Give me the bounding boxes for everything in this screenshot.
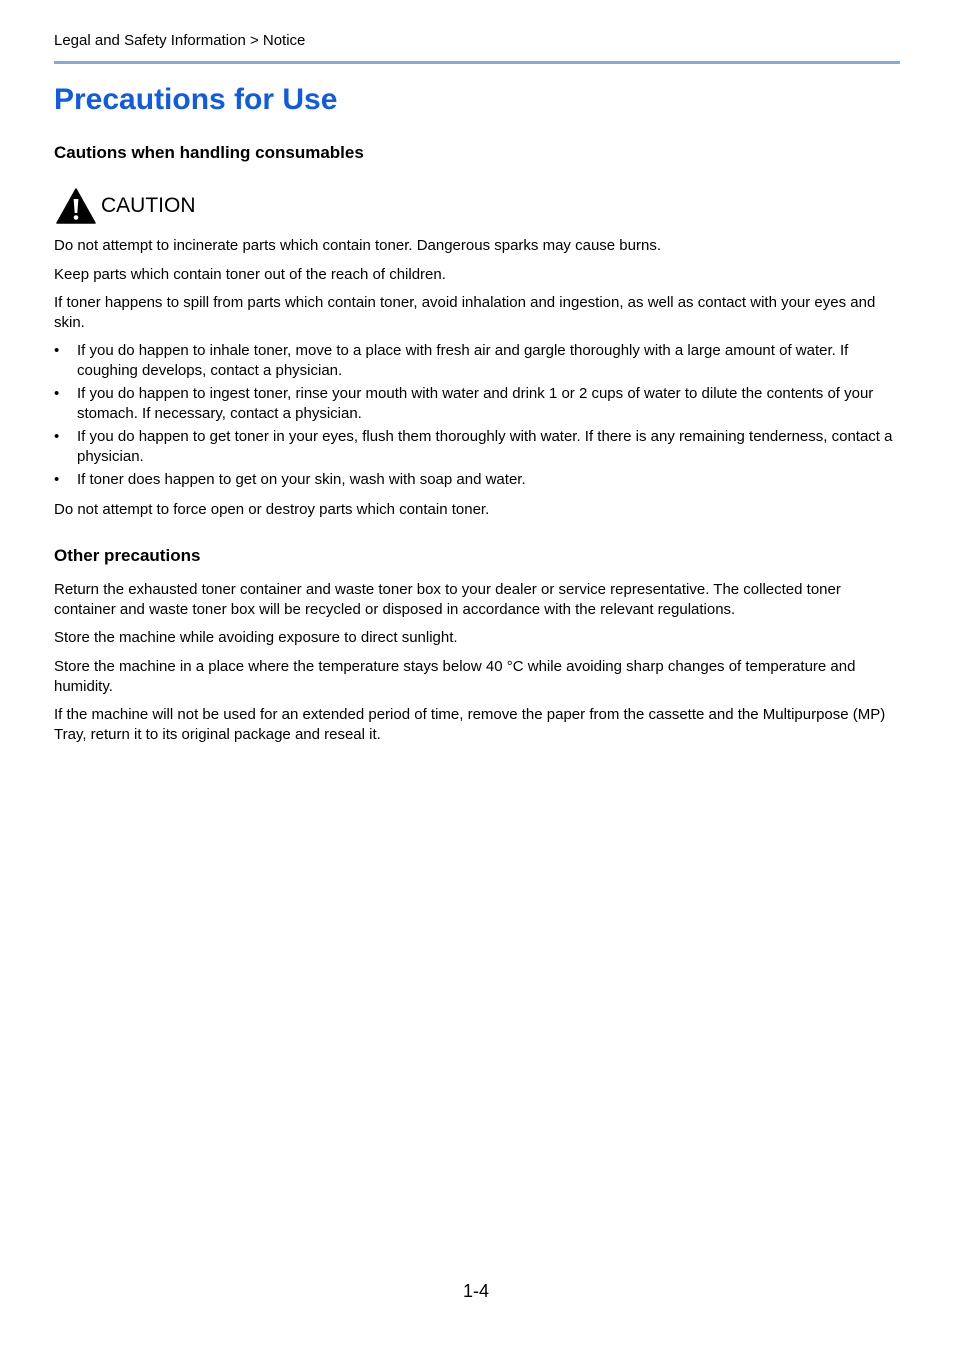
header-divider <box>54 61 900 64</box>
toner-exposure-list <box>54 341 902 494</box>
warning-triangle-icon <box>56 188 96 224</box>
paragraph: Do not attempt to force open or destroy parts which contain toner. <box>54 501 490 518</box>
bullet-marker: • <box>54 471 60 488</box>
paragraph: If toner happens to spill from parts which contain toner, avoid inhalation and ingestion, as well as contact with your eyes and skin. <box>54 294 876 331</box>
list-item <box>54 470 902 490</box>
list-item-text: If you do happen to ingest toner, rinse your mouth with water and drink 1 or 2 cups of water to dilute the contents of your stomach. If necessary, contact a physician. <box>77 385 874 422</box>
list-item-text: If you do happen to inhale toner, move to a place with fresh air and gargle thoroughly with a large amount of water. If coughing develops, contact a physician. <box>77 342 849 379</box>
section-heading-consumables: Cautions when handling consumables <box>54 143 364 162</box>
paragraph: Keep parts which contain toner out of the reach of children. <box>54 266 446 283</box>
section-heading-other: Other precautions <box>54 546 201 565</box>
bullet-marker: • <box>54 342 60 359</box>
list-item <box>54 427 902 466</box>
paragraph: Store the machine while avoiding exposure to direct sunlight. <box>54 629 458 646</box>
list-item <box>54 384 902 423</box>
paragraph: If the machine will not be used for an extended period of time, remove the paper from the cassette and the Multipurpose (MP) Tray, return it to its original package and reseal it. <box>54 706 886 743</box>
list-item-text: If you do happen to get toner in your eyes, flush them thoroughly with water. If there is any remaining tenderness, contact a physician. <box>77 428 893 465</box>
paragraph: Store the machine in a place where the temperature stays below 40 °C while avoiding sharp changes of temperature and humidity. <box>54 658 856 695</box>
page-title: Precautions for Use <box>54 83 338 116</box>
caution-callout <box>56 188 196 224</box>
paragraph: Do not attempt to incinerate parts which contain toner. Dangerous sparks may cause burns. <box>54 237 661 254</box>
list-item <box>54 341 902 380</box>
page-number: 1-4 <box>463 1281 490 1301</box>
caution-label: CAUTION <box>101 194 196 217</box>
bullet-marker: • <box>54 385 60 402</box>
breadcrumb: Legal and Safety Information > Notice <box>54 32 306 49</box>
list-item-text: If toner does happen to get on your skin, wash with soap and water. <box>77 471 526 488</box>
paragraph: Return the exhausted toner container and waste toner box to your dealer or service representative. The collected toner container and waste toner box will be recycled or disposed in accordance with the relevant regulations. <box>54 581 841 618</box>
bullet-marker: • <box>54 428 60 445</box>
